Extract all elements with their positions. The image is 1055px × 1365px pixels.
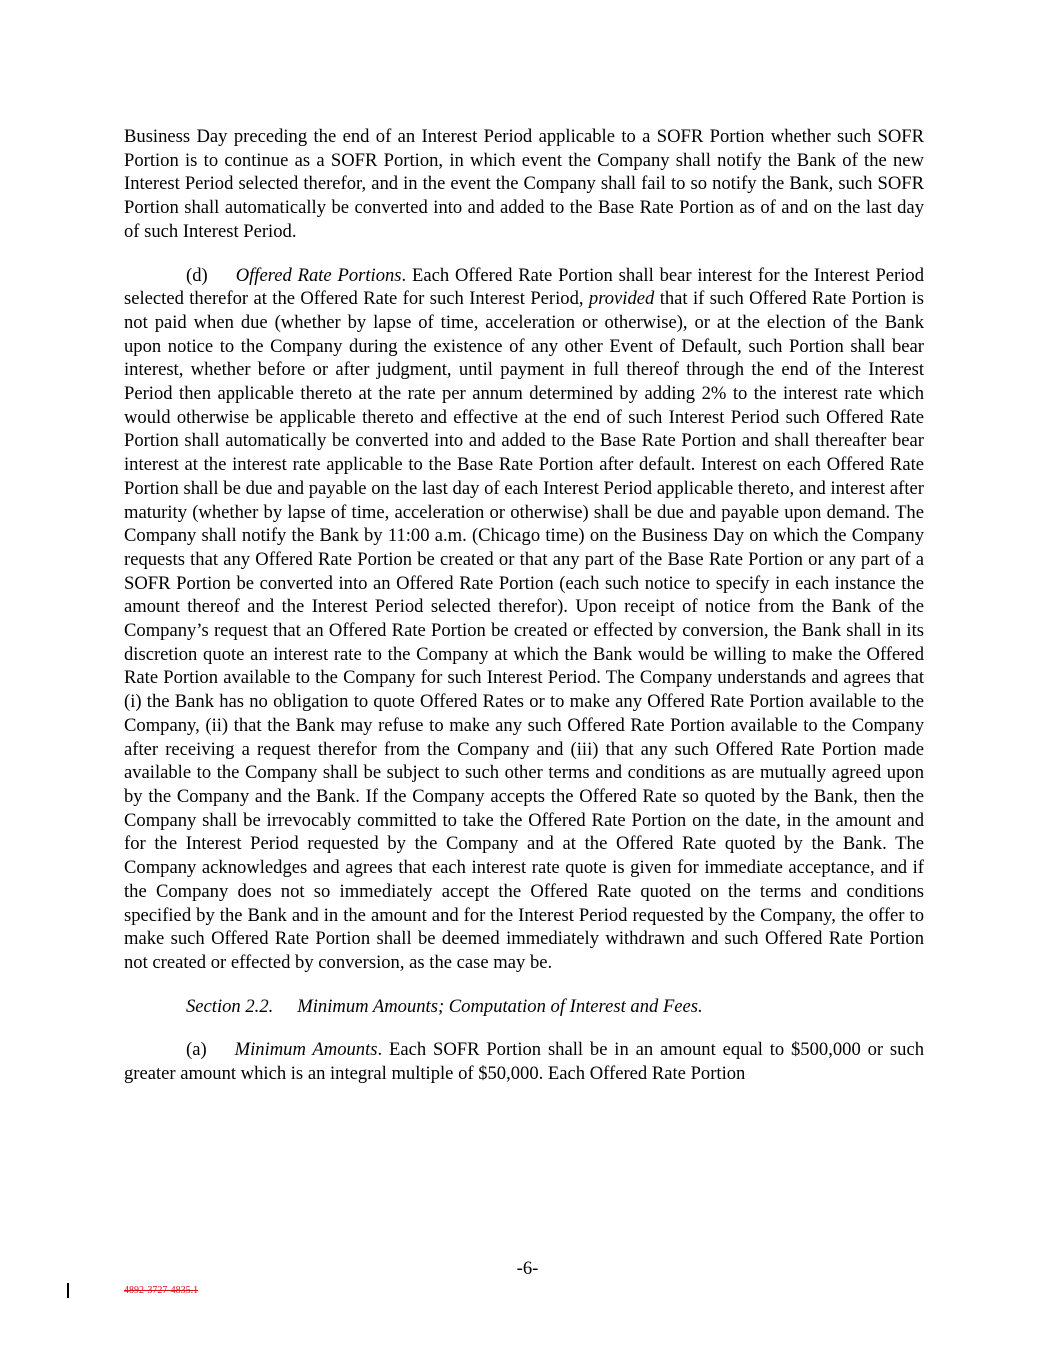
clause-d-emphasis: provided (588, 288, 655, 310)
clause-d-text-a: . Each Offered Rate Portion shall bear interest for the Interest Period selected therefor at the Offered Rate for such Interest Period, (124, 264, 924, 310)
revision-change-bar (67, 1283, 69, 1298)
clause-a-title: Minimum Amounts (234, 1039, 378, 1061)
document-body (124, 125, 924, 1106)
continuation-paragraph (124, 125, 924, 244)
section-2-2-number: Section 2.2. (186, 995, 274, 1017)
section-2-2-title: Minimum Amounts; Computation of Interest and Fees. (297, 995, 703, 1017)
page-number: -6- (516, 1258, 539, 1279)
clause-a-label: (a) (186, 1039, 207, 1061)
clause-a-paragraph (124, 1038, 924, 1085)
continuation-text: Business Day preceding the end of an Interest Period applicable to a SOFR Portion whether such SOFR Portion is to continue as a SOFR Portion, in which event the Company shall notify the Bank of the new Interest Period selected therefor, and in the event the Company shall fail to so notify the Bank, such SOFR Portion shall automatically be converted into and added to the Base Rate Portion as of and on the last day of such Interest Period. (124, 126, 924, 242)
clause-d-title: Offered Rate Portions (235, 264, 402, 286)
clause-a-text: . Each SOFR Portion shall be in an amount equal to $500,000 or such greater amount which is an integral multiple of $50,000. Each Offered Rate Portion (124, 1039, 924, 1085)
clause-d-paragraph (124, 264, 924, 975)
clause-d-text-b: that if such Offered Rate Portion is not paid when due (whether by lapse of time, acceleration or otherwise), or at the election of the Bank upon notice to the Company during the existence of any other Event of Default, such Portion shall bear interest, whether before or after judgment, until payment in full thereof through the end of the Interest Period then applicable thereto at the rate per annum determined by adding 2% to the interest rate which would otherwise be applicable thereto and effective at the end of such Interest Period such Offered Rate Portion shall automatically be converted into and added to the Base Rate Portion and shall thereafter bear interest at the interest rate applicable to the Base Rate Portion after default. Interest on each Offered Rate Portion shall be due and payable on the last day of each Interest Period applicable thereto, and interest after maturity (whether by lapse of time, acceleration or otherwise) shall be due and payable upon demand. The Company shall notify the Bank by 11:00 a.m. (Chicago time) on the Business Day on which the Company requests that any Offered Rate Portion be created or that any part of the Base Rate Portion or any part of a SOFR Portion be converted into an Offered Rate Portion (each such notice to specify in each instance the amount thereof and the Interest Period selected therefor). Upon receipt of notice from the Bank of the Company’s request that an Offered Rate Portion be created or effected by conversion, the Bank shall in its discretion quote an interest rate to the Company at which the Bank would be willing to make the Offered Rate Portion available to the Company for such Interest Period. The Company understands and agrees that (i) the Bank has no obligation to quote Offered Rates or to make any Offered Rate Portion available to the Company, (ii) that the Bank may refuse to make any such Offered Rate Portion available to the Company after receiving a request therefor from the Company and (iii) that any such Offered Rate Portion made available to the Company shall be subject to such other terms and conditions as are mutually agreed upon by the Company and the Bank. If the Company accepts the Offered Rate so quoted by the Bank, then the Company shall be irrevocably committed to take the Offered Rate Portion on the date, in the amount and for the Interest Period requested by the Company and at the Offered Rate quoted by the Bank. The Company acknowledges and agrees that each interest rate quote is given for immediate acceptance, and if the Company does not so immediately accept the Offered Rate quoted on the terms and conditions specified by the Bank and in the amount and for the Interest Period requested by the Company, the offer to make such Offered Rate Portion shall be deemed immediately withdrawn and such Offered Rate Portion not created or effected by conversion, as the case may be. (124, 288, 924, 973)
document-id: 4892-3727-4835.1 (124, 1285, 199, 1296)
section-2-2-heading (124, 995, 924, 1019)
clause-d-label: (d) (186, 264, 208, 286)
